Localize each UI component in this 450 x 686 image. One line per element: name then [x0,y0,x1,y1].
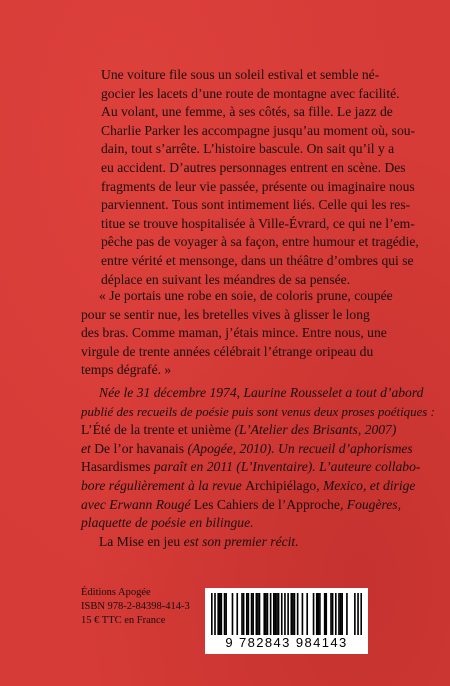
book-title: De l’or havanais [94,440,185,456]
bio-text: (L’Atelier des Brisants, 2007) [231,422,397,438]
bio-text: plaquette de poésie en bilingue. [81,515,254,531]
barcode-bar [290,593,292,635]
barcode-bar [265,593,267,635]
synopsis-line: eu accident. D’autres personnages entrent en scène. Des [101,159,406,175]
barcode-bar [281,593,283,635]
synopsis-line: parviennent. Tous sont intimement liés. Celle qui les res- [101,197,411,213]
synopsis-line: titue se trouve hospitalisée à Ville-Évrard, ce qui ne l’em- [101,215,415,231]
barcode-bar [225,593,227,635]
bio-text: , Fougères, [339,496,402,512]
barcode-bar [243,593,245,635]
quote-line: des bras. Comme maman, j’étais mince. Entre nous, une [81,325,387,341]
barcode [205,588,368,654]
barcode-digits: 9 782843 984143 [225,635,348,650]
barcode-bar [259,593,261,635]
barcode-bar [317,593,319,635]
barcode-bar [252,593,254,635]
barcode-bar [330,593,332,635]
barcode-bar [354,593,356,635]
barcode-bar [275,593,277,635]
barcode-bar [319,593,321,635]
quote-line: virgule de trente années célébrait l’étrange oripeau du [81,343,374,359]
barcode-bar [325,593,327,635]
barcode-bar [340,593,342,635]
quote-line: pour se sentir nue, les bretelles vives à glisser le long [81,306,370,322]
barcode-bar [221,593,223,635]
barcode-bar [346,593,348,635]
barcode-bar [211,593,213,635]
barcode-bar [248,593,250,635]
quote-line: « Je portais une robe en soie, de coloris prune, coupée [99,288,393,303]
barcode-bar [251,593,253,635]
synopsis-line: dain, tout s’arrête. L’histoire bascule. On sait qu’il y a [101,141,395,157]
synopsis-line: Au volant, une femme, à ses côtés, sa fille. Le jazz de [101,104,393,120]
synopsis-line: fragments de leur vie passée, présente ou imaginaire nous [101,178,415,194]
barcode-bar [241,593,243,635]
bio-text: publié des recueils de poésie puis sont venus deux proses poétiques : [81,404,435,419]
bio-text: , Mexico, et dirige [316,477,416,493]
barcode-bar [306,593,308,635]
synopsis-line: pêche pas de voyager à sa façon, entre humour et tragédie, [101,234,419,250]
barcode-bar [292,593,294,635]
bio-text: et [81,440,95,456]
barcode-bar [217,593,219,635]
barcode-bar [270,593,272,635]
quote-line: temps dégrafé. » [81,362,172,378]
barcode-bar [236,593,238,635]
author-bio [81,384,435,551]
journal-title: Les Cahiers de l’Approche [193,496,340,512]
barcode-bar [302,593,304,635]
barcode-bar [276,593,278,635]
barcode-bar [256,593,258,635]
barcode-bar [338,593,340,635]
barcode-bar [313,593,315,635]
bio-text: (Apogée, 2010). Un recueil d’aphorismes [184,440,413,456]
bio-text: est son premier récit. [180,533,299,549]
synopsis-line: Une voiture file sous un soleil estival et semble né- [101,67,380,82]
barcode-bar [341,593,343,635]
barcode-bars [211,593,362,635]
barcode-bar [297,593,299,635]
barcode-bar [263,593,265,635]
price-text: 15 € TTC en France [81,614,166,626]
publisher-info [81,586,190,627]
barcode-bar [360,593,362,635]
quote-paragraph [81,287,393,380]
barcode-bar [273,593,275,635]
bio-text: avec Erwann Rougé [81,496,194,512]
synopsis-line: entre vérité et mensonge, dans un théâtre d’ombres qui se [101,252,414,268]
barcode-bar [287,593,289,635]
barcode-bar [294,593,296,635]
barcode-bar [284,593,286,635]
journal-title: Archipiélago [245,477,317,493]
bio-text: Née le 31 décembre 1974, Laurine Rousselet a tout d’abord [99,385,424,400]
book-title: Hasardismes [81,459,151,475]
book-title: L’Été de la trente et unième [81,422,232,438]
barcode-bar [316,593,318,635]
book-title: La Mise en jeu [99,533,181,549]
barcode-bar [219,593,221,635]
isbn-text: ISBN 978-2-84398-414-3 [81,600,190,612]
synopsis-paragraph [81,66,419,289]
barcode-bar [278,593,280,635]
synopsis-line: déplace en suivant les méandres de sa pensée. [101,271,351,287]
barcode-bar [246,593,248,635]
barcode-bar [267,593,269,635]
bio-text: paraît en 2011 (L’Inventaire). L’auteure collabo- [150,459,421,475]
barcode-bar [232,593,234,635]
synopsis-line: Charlie Parker les accompagne jusqu’au moment où, sou- [101,122,416,138]
synopsis-line: gocier les lacets d’une route de montagne avec facilité. [101,85,400,101]
bio-text: bore régulièrement à la revue [81,477,246,493]
barcode-bar [357,593,359,635]
barcode-bar [257,593,259,635]
barcode-bar [335,593,337,635]
barcode-bar [214,593,216,635]
barcode-bar [332,593,334,635]
barcode-bar [324,593,326,635]
publisher-name: Éditions Apogée [81,587,151,598]
barcode-bar [224,593,226,635]
